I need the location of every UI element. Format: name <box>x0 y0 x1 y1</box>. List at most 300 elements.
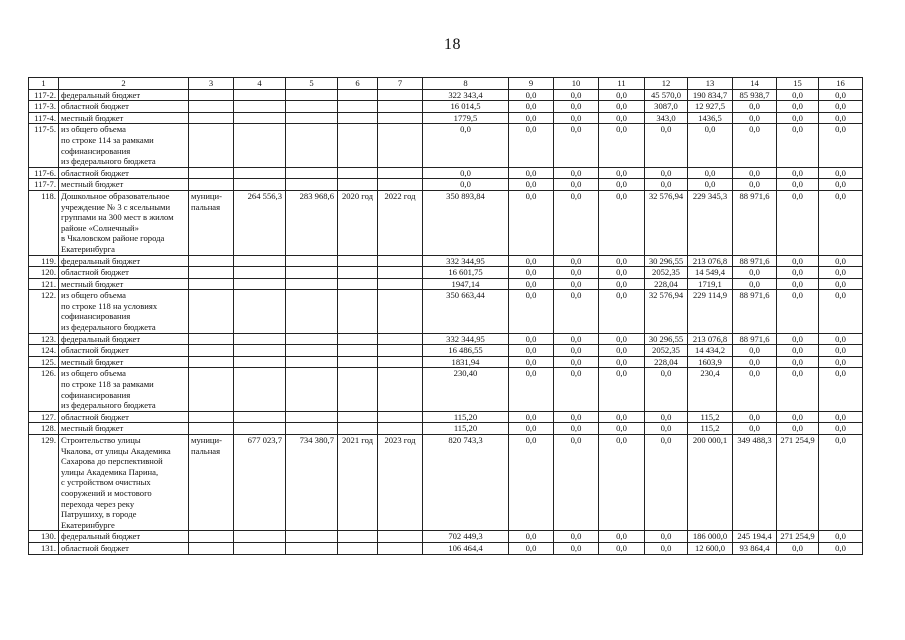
table-cell: 349 488,3 <box>733 435 777 531</box>
row-label-cell: областной бюджет <box>59 542 189 554</box>
table-cell: 0,0 <box>777 333 819 345</box>
table-cell: 0,0 <box>599 435 645 531</box>
table-cell <box>378 89 423 101</box>
table-cell: 0,0 <box>509 278 554 290</box>
row-label-cell: областной бюджет <box>59 345 189 357</box>
table-cell <box>234 531 286 543</box>
table-cell: 0,0 <box>819 435 863 531</box>
table-cell: 0,0 <box>599 255 645 267</box>
table-cell: 115,20 <box>423 423 509 435</box>
table-cell: 0,0 <box>509 531 554 543</box>
table-cell: 45 570,0 <box>645 89 688 101</box>
table-cell: 0,0 <box>645 411 688 423</box>
table-cell <box>338 267 378 279</box>
table-cell <box>189 368 234 411</box>
budget-table <box>28 77 863 555</box>
table-cell <box>378 179 423 191</box>
table-cell: 677 023,7 <box>234 435 286 531</box>
table-cell: 0,0 <box>509 290 554 333</box>
table-cell <box>338 345 378 357</box>
table-cell: муници- пальная <box>189 190 234 255</box>
row-number-cell: 122. <box>29 290 59 333</box>
table-cell: 0,0 <box>645 167 688 179</box>
table-cell: 186 000,0 <box>688 531 733 543</box>
table-cell: 32 576,94 <box>645 190 688 255</box>
table-cell: 0,0 <box>819 278 863 290</box>
row-number-cell: 123. <box>29 333 59 345</box>
table-cell: 88 971,6 <box>733 290 777 333</box>
table-cell <box>338 333 378 345</box>
row-label-cell: федеральный бюджет <box>59 531 189 543</box>
table-cell: 0,0 <box>554 179 599 191</box>
table-cell: 0,0 <box>554 267 599 279</box>
table-cell <box>338 167 378 179</box>
row-label-cell: областной бюджет <box>59 101 189 113</box>
table-cell <box>189 542 234 554</box>
table-cell <box>234 124 286 167</box>
table-cell: 271 254,9 <box>777 435 819 531</box>
table-cell <box>286 411 338 423</box>
table-row <box>29 368 863 411</box>
table-cell: 0,0 <box>819 267 863 279</box>
table-cell: муници- пальная <box>189 435 234 531</box>
table-cell: 332 344,95 <box>423 333 509 345</box>
table-cell: 0,0 <box>733 423 777 435</box>
table-cell: 0,0 <box>599 368 645 411</box>
table-cell: 0,0 <box>599 531 645 543</box>
table-cell <box>378 278 423 290</box>
table-cell: 350 663,44 <box>423 290 509 333</box>
table-cell: 0,0 <box>599 411 645 423</box>
table-cell: 2022 год <box>378 190 423 255</box>
table-cell: 0,0 <box>733 411 777 423</box>
table-cell: 702 449,3 <box>423 531 509 543</box>
table-cell: 0,0 <box>777 112 819 124</box>
row-label-cell: Строительство улицы Чкалова, от улицы Академика Сахарова до перспективной улицы Академика Парина, с устройством очистных сооружений и мостового перехода через реку Патрушиху, в городе Екатеринбурге <box>59 435 189 531</box>
table-cell: 0,0 <box>509 267 554 279</box>
table-cell <box>286 167 338 179</box>
table-cell: 0,0 <box>733 101 777 113</box>
table-cell <box>286 267 338 279</box>
table-cell <box>378 333 423 345</box>
table-cell <box>234 267 286 279</box>
table-cell: 0,0 <box>599 278 645 290</box>
table-cell: 0,0 <box>645 179 688 191</box>
table-cell: 0,0 <box>554 124 599 167</box>
table-cell: 0,0 <box>509 423 554 435</box>
table-cell <box>286 345 338 357</box>
table-cell <box>378 167 423 179</box>
table-cell: 0,0 <box>777 290 819 333</box>
table-cell: 230,4 <box>688 368 733 411</box>
table-cell: 85 938,7 <box>733 89 777 101</box>
column-header: 14 <box>733 78 777 90</box>
table-cell <box>378 267 423 279</box>
table-cell: 0,0 <box>509 356 554 368</box>
table-cell: 0,0 <box>733 356 777 368</box>
row-number-cell: 117-5. <box>29 124 59 167</box>
page-number: 18 <box>444 36 461 53</box>
table-cell: 0,0 <box>645 368 688 411</box>
column-header: 3 <box>189 78 234 90</box>
table-cell: 0,0 <box>645 435 688 531</box>
table-cell: 0,0 <box>509 112 554 124</box>
table-cell: 0,0 <box>599 190 645 255</box>
table-cell: 0,0 <box>599 290 645 333</box>
row-number-cell: 127. <box>29 411 59 423</box>
table-cell <box>378 411 423 423</box>
column-header: 12 <box>645 78 688 90</box>
column-header: 5 <box>286 78 338 90</box>
table-cell: 0,0 <box>688 124 733 167</box>
table-cell: 190 834,7 <box>688 89 733 101</box>
row-label-cell: федеральный бюджет <box>59 255 189 267</box>
table-cell: 0,0 <box>509 89 554 101</box>
table-cell: 0,0 <box>733 124 777 167</box>
table-cell: 0,0 <box>509 333 554 345</box>
table-cell <box>338 101 378 113</box>
row-number-cell: 128. <box>29 423 59 435</box>
table-cell: 0,0 <box>819 89 863 101</box>
table-cell: 1831,94 <box>423 356 509 368</box>
table-cell <box>286 101 338 113</box>
table-cell <box>286 278 338 290</box>
table-row <box>29 255 863 267</box>
table-cell <box>189 345 234 357</box>
row-label-cell: местный бюджет <box>59 423 189 435</box>
table-cell: 0,0 <box>509 368 554 411</box>
table-cell: 16 486,55 <box>423 345 509 357</box>
table-cell: 0,0 <box>509 124 554 167</box>
table-cell: 734 380,7 <box>286 435 338 531</box>
table-cell <box>189 179 234 191</box>
column-header: 7 <box>378 78 423 90</box>
row-number-cell: 117-7. <box>29 179 59 191</box>
column-header: 1 <box>29 78 59 90</box>
table-cell: 115,2 <box>688 411 733 423</box>
table-cell: 115,2 <box>688 423 733 435</box>
table-cell <box>338 290 378 333</box>
table-cell: 213 076,8 <box>688 333 733 345</box>
table-cell: 2052,35 <box>645 267 688 279</box>
table-cell: 0,0 <box>509 255 554 267</box>
table-cell <box>189 333 234 345</box>
table-cell: 106 464,4 <box>423 542 509 554</box>
table-cell: 283 968,6 <box>286 190 338 255</box>
row-number-cell: 117-4. <box>29 112 59 124</box>
table-cell <box>338 423 378 435</box>
row-label-cell: местный бюджет <box>59 112 189 124</box>
table-cell: 230,40 <box>423 368 509 411</box>
table-cell <box>286 531 338 543</box>
table-cell: 0,0 <box>688 167 733 179</box>
row-label-cell: из общего объема по строке 118 за рамками софинансирования из федерального бюджета <box>59 368 189 411</box>
table-cell <box>286 179 338 191</box>
table-row <box>29 290 863 333</box>
table-cell: 229 114,9 <box>688 290 733 333</box>
table-cell: 2023 год <box>378 435 423 531</box>
table-cell: 0,0 <box>509 345 554 357</box>
table-cell <box>286 124 338 167</box>
table-cell: 0,0 <box>733 368 777 411</box>
table-cell <box>338 89 378 101</box>
column-header: 15 <box>777 78 819 90</box>
table-cell <box>378 368 423 411</box>
table-cell: 0,0 <box>554 411 599 423</box>
table-cell <box>189 278 234 290</box>
table-cell: 343,0 <box>645 112 688 124</box>
table-cell: 0,0 <box>819 531 863 543</box>
table-cell: 0,0 <box>819 290 863 333</box>
table-cell <box>234 423 286 435</box>
table-cell: 0,0 <box>777 179 819 191</box>
table-cell: 0,0 <box>599 124 645 167</box>
table-cell: 0,0 <box>554 542 599 554</box>
table-cell <box>234 278 286 290</box>
table-cell: 0,0 <box>819 368 863 411</box>
table-cell: 332 344,95 <box>423 255 509 267</box>
table-cell: 0,0 <box>599 345 645 357</box>
table-cell: 2020 год <box>338 190 378 255</box>
table-row <box>29 190 863 255</box>
row-number-cell: 130. <box>29 531 59 543</box>
row-number-cell: 126. <box>29 368 59 411</box>
row-label-cell: Дошкольное образовательное учреждение № 3 с ясельными группами на 300 мест в жилом районе «Солнечный» в Чкаловском районе города Екатеринбурга <box>59 190 189 255</box>
row-label-cell: местный бюджет <box>59 278 189 290</box>
table-cell: 0,0 <box>819 101 863 113</box>
row-number-cell: 124. <box>29 345 59 357</box>
table-cell: 1719,1 <box>688 278 733 290</box>
table-cell: 0,0 <box>733 267 777 279</box>
table-row <box>29 179 863 191</box>
table-cell <box>378 542 423 554</box>
table-cell <box>338 124 378 167</box>
table-cell: 0,0 <box>777 423 819 435</box>
table-row <box>29 167 863 179</box>
table-cell <box>286 368 338 411</box>
table-cell: 0,0 <box>777 356 819 368</box>
table-cell: 0,0 <box>509 542 554 554</box>
table-row <box>29 435 863 531</box>
table-cell: 0,0 <box>509 435 554 531</box>
column-header: 13 <box>688 78 733 90</box>
table-cell: 0,0 <box>554 423 599 435</box>
table-cell <box>286 423 338 435</box>
table-row <box>29 423 863 435</box>
table-cell <box>378 101 423 113</box>
table-cell: 0,0 <box>423 167 509 179</box>
table-cell <box>338 112 378 124</box>
table-cell: 0,0 <box>819 255 863 267</box>
table-cell <box>234 333 286 345</box>
table-cell <box>286 290 338 333</box>
table-cell <box>189 267 234 279</box>
table-cell: 229 345,3 <box>688 190 733 255</box>
table-cell: 0,0 <box>509 411 554 423</box>
table-cell: 0,0 <box>819 167 863 179</box>
table-cell: 0,0 <box>777 124 819 167</box>
table-cell: 115,20 <box>423 411 509 423</box>
table-cell: 0,0 <box>645 124 688 167</box>
table-cell: 0,0 <box>819 124 863 167</box>
table-header-row <box>29 78 863 90</box>
table-cell <box>189 531 234 543</box>
table-row <box>29 101 863 113</box>
table-cell: 3087,0 <box>645 101 688 113</box>
table-cell <box>378 290 423 333</box>
table-cell <box>286 255 338 267</box>
table-cell <box>234 356 286 368</box>
table-cell: 0,0 <box>819 190 863 255</box>
row-number-cell: 119. <box>29 255 59 267</box>
table-cell: 0,0 <box>819 411 863 423</box>
table-cell: 32 576,94 <box>645 290 688 333</box>
table-cell: 0,0 <box>733 345 777 357</box>
table-cell: 0,0 <box>554 435 599 531</box>
table-cell <box>234 89 286 101</box>
row-label-cell: областной бюджет <box>59 167 189 179</box>
table-cell: 1779,5 <box>423 112 509 124</box>
row-label-cell: федеральный бюджет <box>59 89 189 101</box>
table-cell: 0,0 <box>688 179 733 191</box>
table-row <box>29 411 863 423</box>
table-cell: 16 014,5 <box>423 101 509 113</box>
table-cell <box>189 124 234 167</box>
row-number-cell: 131. <box>29 542 59 554</box>
table-cell: 2021 год <box>338 435 378 531</box>
table-cell: 0,0 <box>423 124 509 167</box>
table-cell: 0,0 <box>599 112 645 124</box>
table-cell <box>338 278 378 290</box>
table-cell <box>234 101 286 113</box>
table-cell <box>378 124 423 167</box>
row-number-cell: 129. <box>29 435 59 531</box>
table-cell: 0,0 <box>819 356 863 368</box>
table-cell: 93 864,4 <box>733 542 777 554</box>
table-cell: 1436,5 <box>688 112 733 124</box>
table-cell: 0,0 <box>554 345 599 357</box>
table-cell: 0,0 <box>554 333 599 345</box>
table-cell: 30 296,55 <box>645 333 688 345</box>
table-cell: 0,0 <box>423 179 509 191</box>
table-cell <box>189 411 234 423</box>
table-cell: 1603,9 <box>688 356 733 368</box>
column-header: 8 <box>423 78 509 90</box>
table-cell <box>189 423 234 435</box>
table-cell: 0,0 <box>554 356 599 368</box>
table-cell: 0,0 <box>777 368 819 411</box>
table-cell <box>378 112 423 124</box>
table-cell: 88 971,6 <box>733 255 777 267</box>
table-cell: 0,0 <box>645 542 688 554</box>
table-cell <box>286 112 338 124</box>
table-cell <box>234 255 286 267</box>
row-number-cell: 117-2. <box>29 89 59 101</box>
table-cell: 0,0 <box>645 531 688 543</box>
table-cell: 820 743,3 <box>423 435 509 531</box>
table-cell: 0,0 <box>509 167 554 179</box>
table-cell: 0,0 <box>777 278 819 290</box>
table-cell <box>338 411 378 423</box>
table-cell <box>189 89 234 101</box>
table-cell: 0,0 <box>777 89 819 101</box>
table-cell: 322 343,4 <box>423 89 509 101</box>
table-cell <box>338 356 378 368</box>
row-label-cell: федеральный бюджет <box>59 333 189 345</box>
table-cell: 0,0 <box>819 345 863 357</box>
table-cell <box>189 167 234 179</box>
table-cell: 14 434,2 <box>688 345 733 357</box>
table-cell: 0,0 <box>599 267 645 279</box>
column-header: 9 <box>509 78 554 90</box>
table-cell: 264 556,3 <box>234 190 286 255</box>
table-cell: 0,0 <box>777 167 819 179</box>
table-cell <box>234 542 286 554</box>
table-cell <box>234 411 286 423</box>
table-cell: 0,0 <box>599 356 645 368</box>
table-cell: 0,0 <box>777 190 819 255</box>
row-label-cell: местный бюджет <box>59 179 189 191</box>
table-row <box>29 124 863 167</box>
table-cell: 0,0 <box>733 179 777 191</box>
table-cell: 0,0 <box>509 179 554 191</box>
table-cell <box>378 345 423 357</box>
table-cell: 0,0 <box>819 179 863 191</box>
table-row <box>29 333 863 345</box>
table-cell: 88 971,6 <box>733 333 777 345</box>
table-cell: 350 893,84 <box>423 190 509 255</box>
table-cell <box>338 368 378 411</box>
table-cell <box>189 290 234 333</box>
row-label-cell: областной бюджет <box>59 267 189 279</box>
row-number-cell: 117-6. <box>29 167 59 179</box>
table-cell: 16 601,75 <box>423 267 509 279</box>
table-cell: 0,0 <box>599 423 645 435</box>
table-cell: 271 254,9 <box>777 531 819 543</box>
row-label-cell: из общего объема по строке 118 на условиях софинансирования из федерального бюджета <box>59 290 189 333</box>
table-row <box>29 531 863 543</box>
table-cell <box>234 179 286 191</box>
table-cell <box>286 333 338 345</box>
table-cell <box>189 112 234 124</box>
row-label-cell: из общего объема по строке 114 за рамками софинансирования из федерального бюджета <box>59 124 189 167</box>
table-cell: 12 927,5 <box>688 101 733 113</box>
column-header: 2 <box>59 78 189 90</box>
table-cell <box>378 255 423 267</box>
table-cell: 0,0 <box>599 333 645 345</box>
table-cell <box>286 356 338 368</box>
table-cell: 0,0 <box>777 255 819 267</box>
table-cell: 0,0 <box>777 411 819 423</box>
table-cell <box>234 167 286 179</box>
table-cell: 0,0 <box>599 542 645 554</box>
table-cell: 0,0 <box>777 267 819 279</box>
table-cell: 0,0 <box>599 89 645 101</box>
table-cell: 0,0 <box>599 167 645 179</box>
table-cell: 0,0 <box>554 290 599 333</box>
table-cell: 0,0 <box>554 112 599 124</box>
row-number-cell: 120. <box>29 267 59 279</box>
table-cell: 228,04 <box>645 356 688 368</box>
table-cell <box>286 542 338 554</box>
column-header: 10 <box>554 78 599 90</box>
table-cell <box>338 255 378 267</box>
table-cell <box>338 542 378 554</box>
table-cell: 200 000,1 <box>688 435 733 531</box>
column-header: 6 <box>338 78 378 90</box>
table-cell <box>189 356 234 368</box>
table-cell <box>189 101 234 113</box>
